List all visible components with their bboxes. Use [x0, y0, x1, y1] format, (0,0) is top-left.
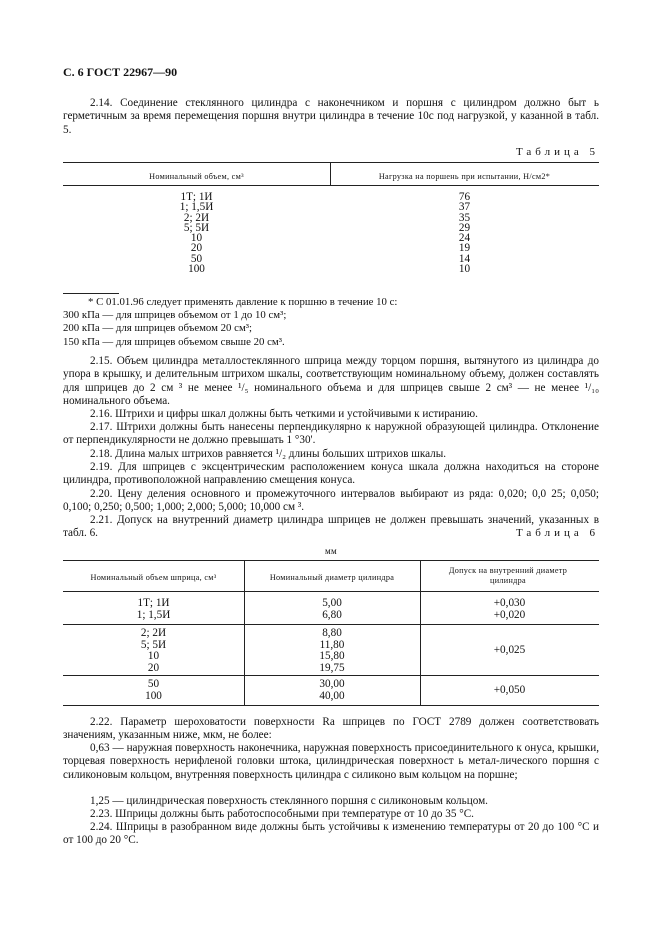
- table-cell: 76: [458, 191, 471, 203]
- paragraph-2-22-item-1: 0,63 — наружная поверхность наконечника, наружная поверхность присоединительного к онуса, крышки, торцевая поверхность нерифленой головки штока, цилиндрическая поверхност ь метал-лического поршня с силиконовым кольцом, внутренняя поверхность цилиндра с силиконо вым кольцом на поршне;: [63, 742, 599, 781]
- table-cell: 5,00: [322, 597, 342, 609]
- paragraph-2-18: 2.18. Длина малых штрихов равняется ¹/₂ длины больших штрихов шкалы.: [90, 448, 447, 460]
- paragraph-2-22: 2.22. Параметр шероховатости поверхности Ra шприцев по ГОСТ 2789 должен соответствовать значениям, указанным ниже, мкм, не более:: [63, 716, 599, 742]
- table-cell: +0,030: [493, 597, 526, 609]
- paragraph-2-23: 2.23. Шприцы должны быть работоспособными при температуре от 10 до 35 °С.: [90, 808, 474, 820]
- table-6-group1-volumes: [63, 598, 244, 621]
- table-cell: 10: [458, 263, 471, 276]
- table-6-group3-volumes: [63, 679, 244, 702]
- table-5-top-rule: [63, 162, 599, 163]
- table-cell: 5; 5И: [140, 638, 167, 651]
- footnote: [63, 296, 398, 349]
- table-5-volumes: [63, 192, 330, 274]
- table-cell: 10: [147, 650, 160, 662]
- paragraph-2-17: 2.17. Штрихи должны быть нанесены перпендикулярно к наружной образующей цилиндра. Отклонение от перпендикулярности не должно превышать 1 °30'.: [63, 421, 599, 447]
- table-cell: 6,80: [322, 608, 342, 621]
- paragraph-2-24: 2.24. Шприцы в разобранном виде должны быть устойчивы к изменению температуры от 20 до 100 °С и от 100 до 20 °С.: [63, 821, 599, 847]
- paragraph-2-15: 2.15. Объем цилиндра металлостеклянного шприца между торцом поршня, вытянутого из цилиндра до упора в крышку, и делительным штрихом шкалы, соответствующим номинальному объему, должен составлять для шприцев до 2 см ³ не менее ¹/₅ номинального объема и для шприцев свыше 2 см³ — не менее ¹/₁₀ номинального объема.: [63, 355, 599, 408]
- table-cell: 20: [190, 242, 203, 255]
- table-cell: 19: [458, 242, 471, 255]
- table-6-bottom-rule: [63, 705, 599, 706]
- table-cell: 1; 1,5И: [179, 201, 214, 214]
- table-cell: 1; 1,5И: [136, 608, 171, 621]
- paragraph-2-14: 2.14. Соединение стеклянного цилиндра с наконечником и поршня с цилиндром должно быт ь герметичным за время перемещения поршня внутри цилиндра в течение 10с под нагрузкой, у казанной в табл. 5.: [63, 97, 599, 136]
- table-cell: 5; 5И: [183, 221, 210, 234]
- footnote-line: * С 01.01.96 следует применять давление к поршню в течение 10 с:: [88, 296, 398, 308]
- table-cell: 1Т; 1И: [180, 191, 213, 203]
- table-6-header-rule: [63, 591, 599, 592]
- table-6-col2-header: Номинальный диаметр цилиндра: [269, 573, 395, 582]
- paragraph-2-20: 2.20. Цену деления основного и промежуточного интервалов выбирают из ряда: 0,020; 0,0 25; 0,050; 0,100; 0,250; 0,500; 1,000; 2,000; 5,000; 10,000 см ³.: [63, 488, 599, 514]
- footnote-line: 150 кПа — для шприцев объемом свыше 20 см³.: [63, 335, 285, 348]
- table-cell: 14: [458, 252, 471, 265]
- table-cell: 37: [458, 201, 471, 214]
- table-6-divider-2: [420, 560, 421, 705]
- paragraph-2-19: 2.19. Для шприцев с эксцентрическим расположением конуса шкала должна находиться на стороне цилиндра, противоположной направлению смещения конуса.: [63, 461, 599, 487]
- table-6-col3-header: Допуск на внутренний диаметр цилиндра: [448, 566, 568, 585]
- table-cell: +0,020: [493, 608, 526, 621]
- table-6-group3-diameters: [244, 679, 420, 702]
- table-cell: 100: [145, 689, 162, 702]
- table-6-group2-tolerance: +0,025: [493, 644, 526, 656]
- table-6-group1-tolerance: [420, 598, 599, 621]
- table-cell: 40,00: [319, 689, 345, 702]
- table-6-top-rule: [63, 560, 599, 561]
- table-cell: 11,80: [319, 638, 345, 651]
- table-cell: 30,00: [319, 678, 345, 690]
- table-6-row-rule: [63, 675, 599, 676]
- table-cell: 2; 2И: [140, 627, 167, 639]
- table-cell: 24: [458, 232, 471, 245]
- table-5-header-rule: [63, 185, 599, 186]
- table-cell: 100: [188, 263, 205, 276]
- table-5-loads: [330, 192, 599, 274]
- table-cell: 50: [190, 252, 203, 265]
- table-6-group2-volumes: [63, 628, 244, 674]
- table-cell: 50: [147, 678, 160, 690]
- page-header: С. 6 ГОСТ 22967—90: [63, 65, 178, 79]
- footnote-rule: [63, 293, 119, 294]
- table-6-col1-header: Номинальный объем шприца, см³: [90, 573, 217, 582]
- table-cell: 1Т; 1И: [137, 597, 170, 609]
- table-5-label: Таблица 5: [515, 146, 599, 158]
- paragraph-2-22-item-2: 1,25 — цилиндрическая поверхность стеклянного поршня с силиконовым кольцом.: [90, 795, 488, 807]
- table-cell: 2; 2И: [183, 211, 210, 224]
- table-6-group1-diameters: [244, 598, 420, 621]
- table-6-group2-diameters: [244, 628, 420, 674]
- table-cell: 15,80: [319, 650, 345, 662]
- table-cell: 8,80: [322, 627, 342, 639]
- paragraph-2-21: 2.21. Допуск на внутренний диаметр цилиндра шприцев не должен превышать значений, указанных в табл. 6.: [63, 514, 599, 540]
- table-5-col2-header: Нагрузка на поршень при испытании, Н/см2*: [378, 172, 551, 181]
- footnote-line: 200 кПа — для шприцев объемом 20 см³;: [63, 322, 253, 335]
- table-cell: 35: [458, 211, 471, 224]
- table-6-row-rule: [63, 624, 599, 625]
- paragraph-2-16: 2.16. Штрихи и цифры шкал должны быть четкими и устойчивыми к истиранию.: [90, 408, 478, 420]
- table-cell: 29: [458, 221, 471, 234]
- table-cell: 10: [190, 232, 203, 245]
- table-6-label: Таблица 6: [515, 527, 599, 539]
- table-6-group3-tolerance: +0,050: [493, 684, 526, 696]
- table-6-unit: мм: [325, 546, 337, 556]
- footnote-line: 300 кПа — для шприцев объемом от 1 до 10 см³;: [63, 309, 287, 322]
- table-cell: 19,75: [319, 661, 345, 674]
- table-5-col1-header: Номинальный объем, см³: [149, 172, 244, 181]
- table-cell: 20: [147, 661, 160, 674]
